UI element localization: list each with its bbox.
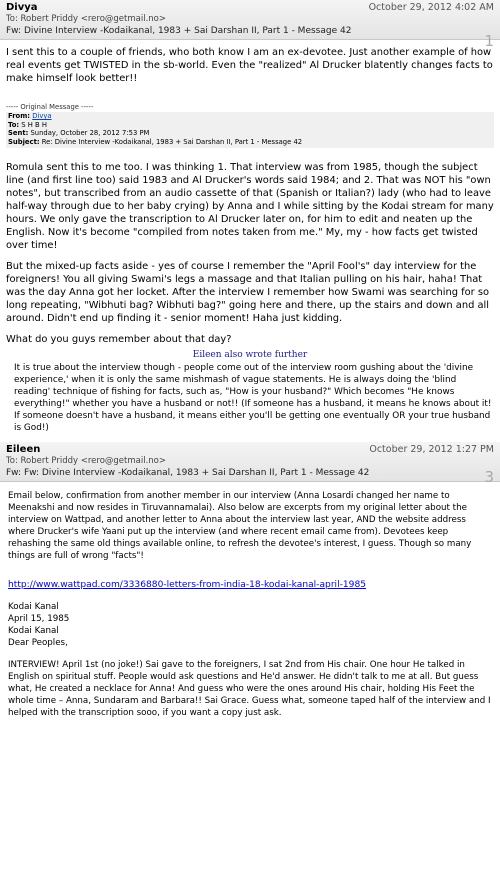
to-value: S H B H	[21, 120, 47, 129]
sent-label: Sent:	[8, 129, 29, 137]
paragraph: Romula sent this to me too. I was thinking 1. That interview was from 1985, though the subject line (and first line too) said 1983 and Al Drucker's words said 1984; and 2. That was NOT his "own notes", but transcribed from an audio cassette of that (Spanish or Italian?) lady (who had to leave half-way through due to her baby crying) by Anna and I while sitting by the Kodai stream for many hours. We only gave the transcription to Al Drucker later on, for him to edit and neaten up the English. Now it's become "compiled from notes taken from me." My, my - how facts get twisted over time!	[6, 162, 494, 251]
message-date: October 29, 2012 4:02 AM	[368, 2, 494, 13]
paragraph: What do you guys remember about that day?	[6, 334, 232, 345]
letter-heading	[8, 601, 492, 649]
subject-line: Fw: Fw: Divine Interview -Kodaikanal, 1983 + Sai Darshan II, Part 1 - Message 42	[6, 468, 370, 478]
to-label: To:	[8, 120, 20, 129]
message-body-1	[0, 46, 500, 434]
sender-name: Eileen	[6, 444, 41, 455]
subject-value: Re: Divine Interview -Kodaikanal, 1983 + Sai Darshan II, Part 1 - Message 42	[41, 137, 303, 146]
from-link[interactable]: Divya	[32, 112, 52, 120]
sender-name: Divya	[6, 2, 38, 13]
sent-value: Sunday, October 28, 2012 7:53 PM	[30, 129, 150, 137]
intro-paragraph: I sent this to a couple of friends, who both know I am an ex-devotee. Just another example of how real events get TWISTED in the sb-world. Even the "realized" Al Drucker blatently changes facts to make himself look better!!	[6, 47, 493, 84]
recipient-line: To: Robert Priddy <rero@getmail.no>	[6, 14, 166, 24]
message-header-2[interactable]	[0, 442, 500, 486]
letter-line: April 15, 1985	[8, 614, 70, 624]
from-label: From:	[8, 112, 31, 120]
paragraph: INTERVIEW! April 1st (no joke!) Sai gave to the foreigners, I sat 2nd from His chair. One hour He talked in English on spiritual stuff. People would ask questions and He'd answer. He didn't talk to me at all. But guess what, He created a necklace for Anna! And guess who were the ones around His chair, holding His Feet the whole time – Anna, Sundaram and Barbara!! Sai Grace. Guess what, someone taped half of the interview and I helped with the transcription sooo, if you want a copy just ask.	[8, 660, 491, 718]
message-body-2	[0, 490, 500, 719]
message-header-1[interactable]	[0, 0, 500, 50]
wattpad-link[interactable]: http://www.wattpad.com/3336880-letters-from-india-18-kodai-kanal-april-1985	[8, 580, 367, 590]
subject-line: Fw: Divine Interview -Kodaikanal, 1983 + Sai Darshan II, Part 1 - Message 42	[6, 26, 352, 36]
quoted-paragraph: It is true about the interview though - people come out of the interview room gushing about the 'divine experience,' when it is only the same mishmash of vague statements. He is always doing the 'blind reading' technique of fishing for facts, such as, "How is your husband?" Which becomes "He knows everything!" whether you have a husband or not!! (If someone has a husband, it means he knows about it! If someone doesn't have a husband, it means either you'll be getting one eventually OR your true husband is God!)	[14, 363, 492, 433]
original-message-separator: ----- Original Message -----	[6, 103, 94, 111]
message-number: 3	[484, 468, 494, 486]
letter-line: Dear Peoples,	[8, 638, 68, 648]
letter-line: Kodai Kanal	[8, 626, 59, 636]
message-number: 1	[484, 32, 494, 50]
subject-label: Subject:	[8, 137, 40, 146]
paragraph: But the mixed-up facts aside - yes of course I remember the "April Fool's" day interview for the foreigners! You all giving Swami's legs a massage and that Italian pulling on his hair, haha! That was the day Anna got her locket. After the interview I remember how Swami was searching for so long repeating, "Wibhuti bag? Wibhuti bag?" going here and there, up the stairs and down and all around. Didn't end up finding it - senior moment! Haha just kidding.	[6, 261, 490, 324]
original-message-header	[6, 112, 494, 148]
paragraph: Email below, confirmation from another member in our interview (Anna Losardi changed her name to Meenakshi and now resides in Tiruvannamalai). Also below are excerpts from my original letter about the interview on Wattpad, and another letter to Anna about the interview last year, AND the website address where Drucker's wife Yaani put up the interview (and where recent email came from). Devotees keep rehashing the same old things available online, to refresh the devotee's interest, I guess. Though so many things are full of wrong "facts"!	[8, 491, 472, 561]
message-date: October 29, 2012 1:27 PM	[369, 444, 494, 455]
letter-line: Kodai Kanal	[8, 602, 59, 612]
recipient-line: To: Robert Priddy <rero@getmail.no>	[6, 456, 166, 466]
eileen-note: Eileen also wrote further	[192, 350, 308, 360]
